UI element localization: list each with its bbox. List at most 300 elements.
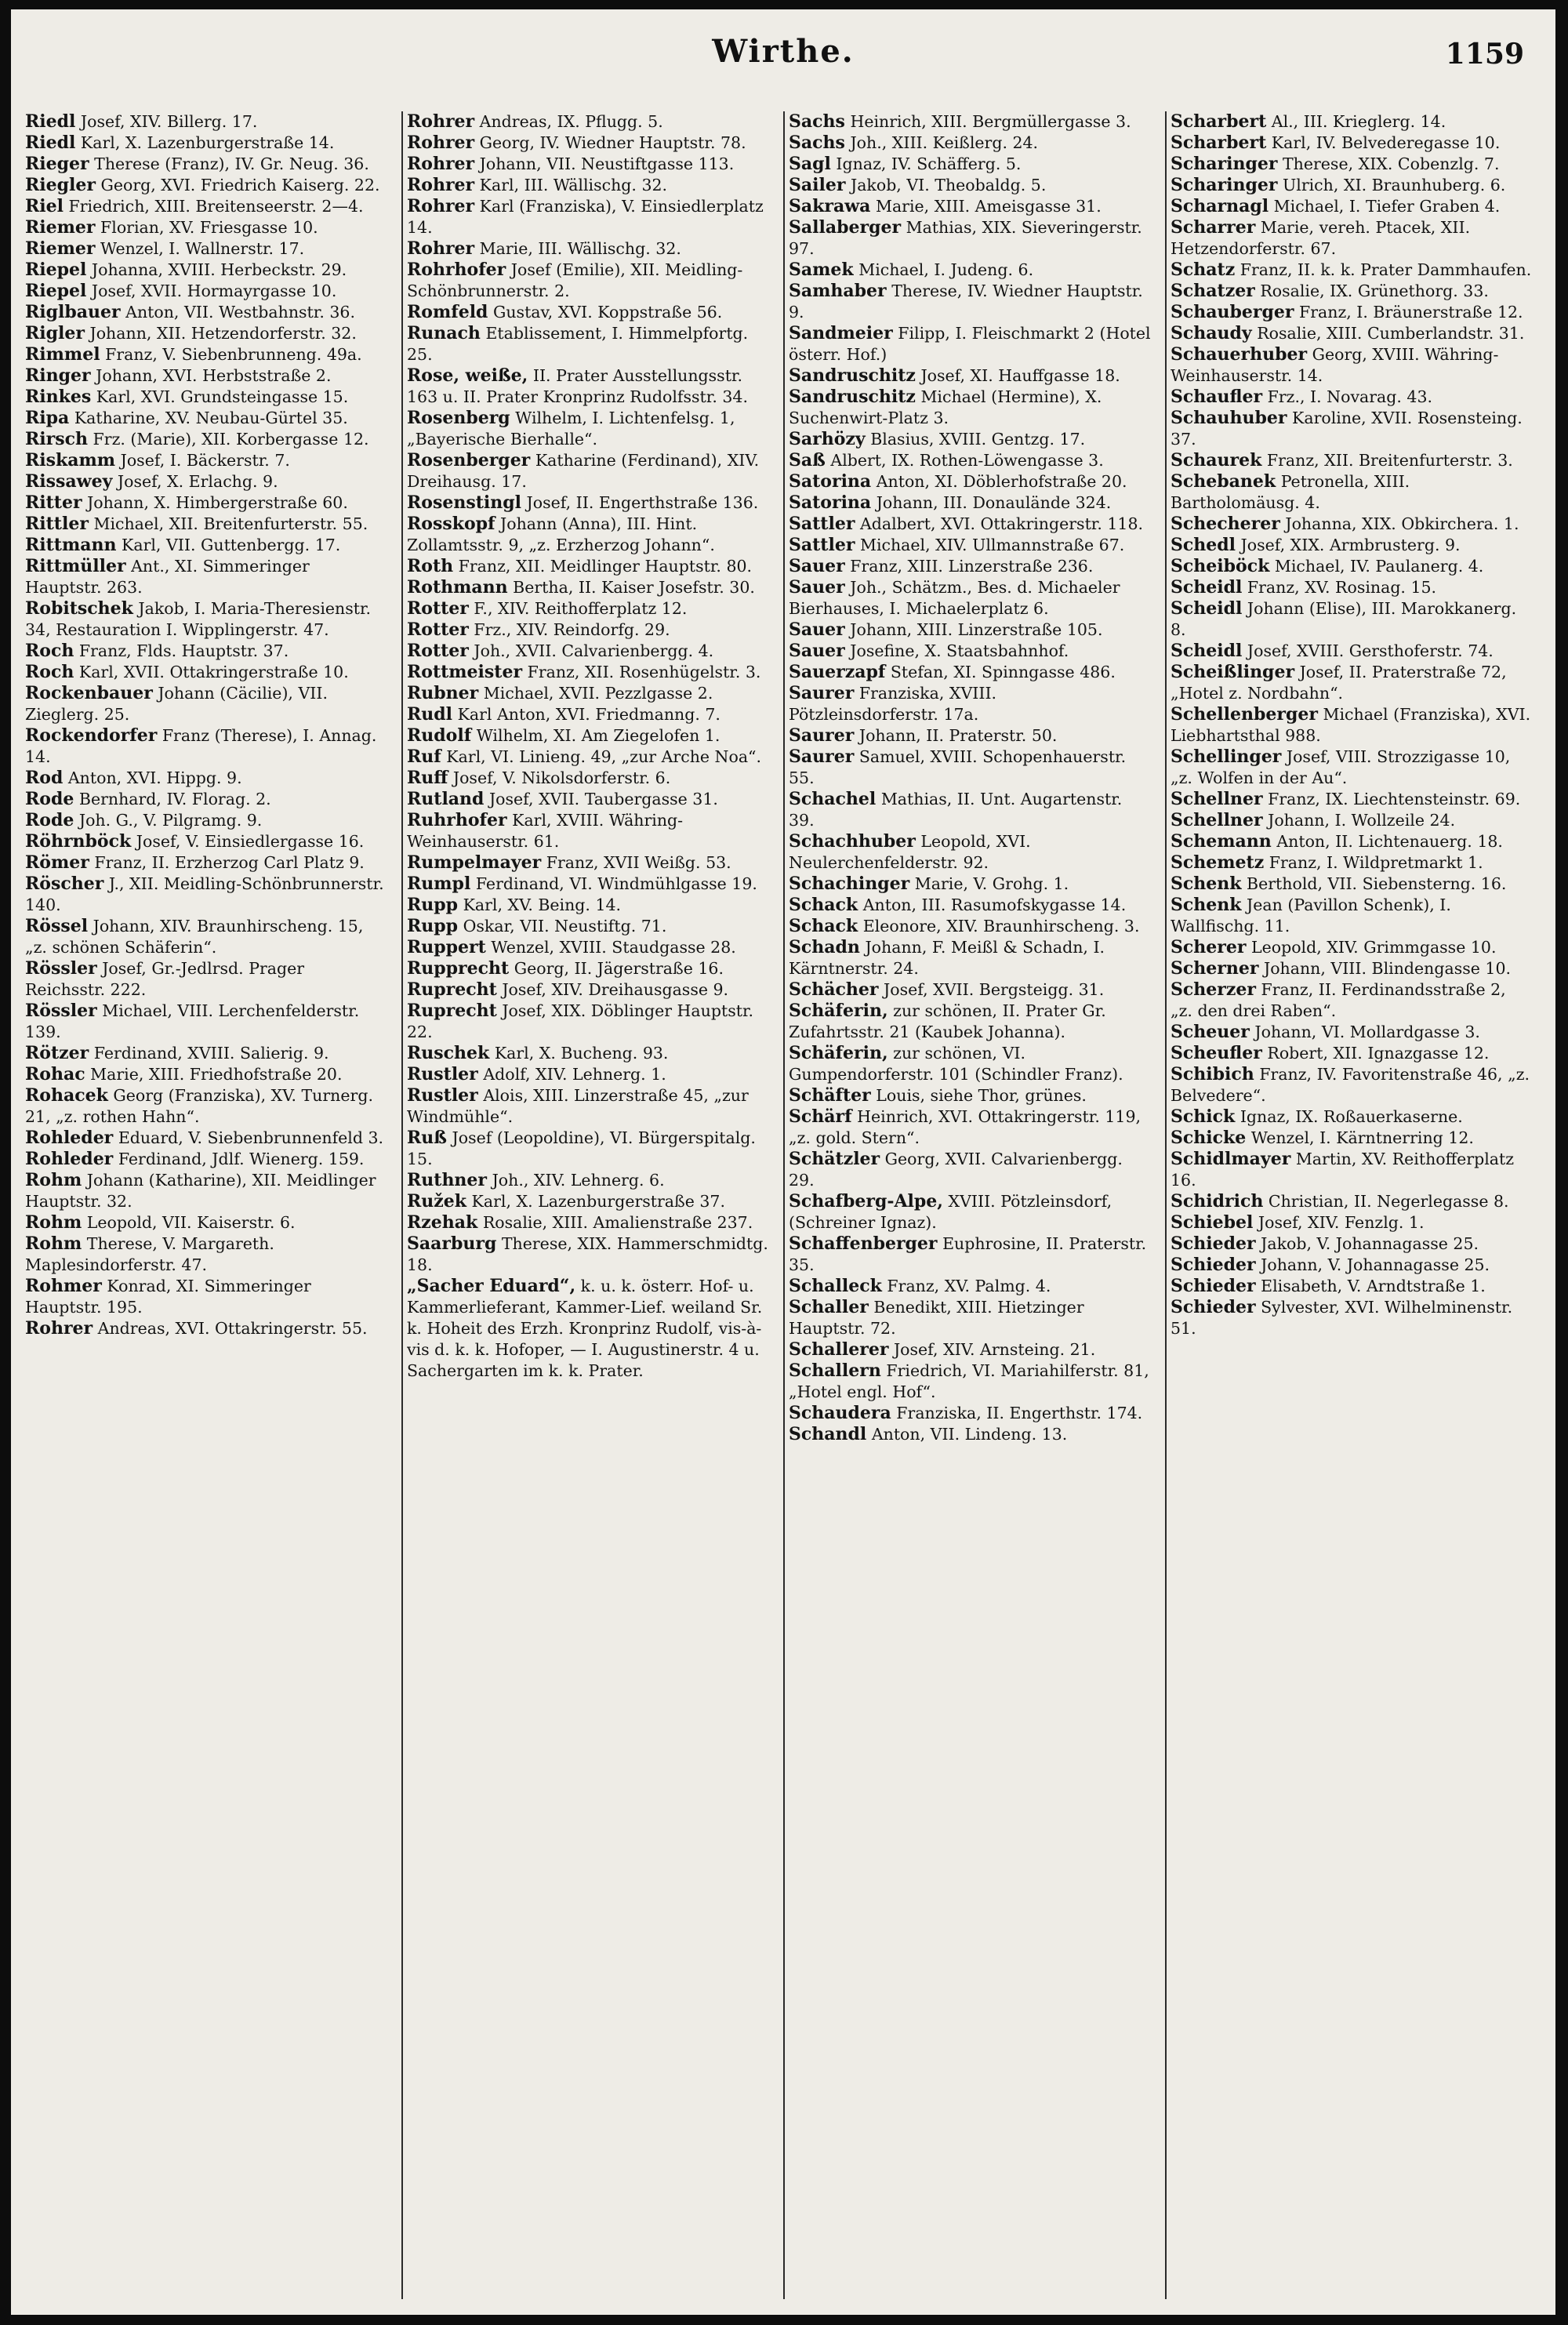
- directory-entry: [407, 196, 769, 238]
- entry-details: Konrad, XI. Simmeringer Hauptstr. 195.: [25, 1277, 311, 1317]
- directory-entry: [789, 1001, 1151, 1043]
- directory-entry: [25, 1043, 387, 1064]
- entry-name: Rudl: [407, 704, 453, 725]
- directory-entry: [789, 789, 1151, 831]
- entry-name: Robitschek: [25, 598, 133, 619]
- entry-name: Rohm: [25, 1170, 82, 1190]
- entry-details: Oskar, VII. Neustiftg. 71.: [463, 917, 667, 935]
- directory-entry: [25, 154, 387, 175]
- directory-entry: [407, 1212, 769, 1233]
- directory-entry: [789, 662, 1151, 683]
- directory-entry: [789, 175, 1151, 196]
- entry-name: Rohrhofer: [407, 260, 506, 280]
- entry-details: Michael, XIV. Ullmannstraße 67.: [859, 536, 1125, 554]
- entry-details: zur schönen, II. Prater Gr. Zufahrtsstr. 21 (Kaubek Johanna).: [789, 1001, 1106, 1041]
- entry-details: Friedrich, XIII. Breitenseerstr. 2—4.: [68, 197, 364, 216]
- entry-name: Saurer: [789, 683, 855, 703]
- entry-details: Karl (Franziska), V. Einsiedlerplatz 14.: [407, 197, 764, 237]
- directory-entry: [407, 958, 769, 979]
- entry-name: Scharbert: [1171, 111, 1267, 132]
- entry-details: Johann, F. Meißl & Schadn, I. Kärntnerstr. 24.: [789, 938, 1105, 978]
- entry-details: Johanna, XIX. Obkirchera. 1.: [1285, 514, 1519, 533]
- entry-name: Schäfter: [789, 1085, 871, 1106]
- entry-name: Scheidl: [1171, 598, 1243, 619]
- directory-entry: [1171, 514, 1533, 535]
- directory-entry: [1171, 852, 1533, 874]
- directory-entry: [407, 725, 769, 747]
- directory-entry: [789, 1424, 1151, 1445]
- directory-entry: [789, 979, 1151, 1001]
- directory-entry: [25, 1233, 387, 1276]
- entry-details: Josef, XVII. Hormayrgasse 10.: [91, 282, 337, 300]
- entry-details: Wilhelm, XI. Am Ziegelofen 1.: [476, 726, 720, 745]
- entry-details: Frz., XIV. Reindorfg. 29.: [474, 620, 670, 639]
- entry-details: Rosalie, XIII. Amalienstraße 237.: [482, 1213, 753, 1232]
- entry-details: Rosalie, XIII. Cumberlandstr. 31.: [1257, 324, 1525, 343]
- directory-entry: [25, 133, 387, 154]
- directory-entry: [25, 217, 387, 238]
- entry-name: Sallaberger: [789, 217, 902, 238]
- entry-details: Karl, III. Wällischg. 32.: [479, 176, 668, 194]
- entry-details: Josef, XVII. Taubergasse 31.: [488, 790, 718, 808]
- entry-name: Rose, weiße,: [407, 365, 528, 386]
- directory-entry: [1171, 598, 1533, 641]
- entry-name: Schellner: [1171, 789, 1263, 809]
- directory-entry: [1171, 874, 1533, 895]
- directory-entry: [789, 747, 1151, 789]
- directory-entry: [1171, 281, 1533, 302]
- directory-entry: [25, 260, 387, 281]
- entry-name: Scherer: [1171, 937, 1247, 957]
- entry-details: Frz. (Marie), XII. Korbergasse 12.: [93, 430, 369, 449]
- directory-entry: [789, 937, 1151, 979]
- page-header: [11, 33, 1555, 80]
- entry-details: Mathias, II. Unt. Augartenstr. 39.: [789, 790, 1123, 830]
- entry-details: Jakob, V. Johannagasse 25.: [1261, 1234, 1479, 1253]
- entry-name: Schächer: [789, 979, 879, 1000]
- directory-entry: [1171, 408, 1533, 450]
- entry-name: Scherzer: [1171, 979, 1256, 1000]
- directory-entry: [789, 365, 1151, 387]
- directory-entry: [25, 789, 387, 810]
- entry-name: Schäferin,: [789, 1043, 888, 1063]
- entry-details: Karl, IV. Belvederegasse 10.: [1271, 133, 1501, 152]
- column-3: [789, 111, 1157, 2307]
- entry-name: Scheiböck: [1171, 556, 1270, 576]
- entry-name: Saurer: [789, 725, 855, 746]
- entry-details: Robert, XII. Ignazgasse 12.: [1267, 1044, 1490, 1063]
- entry-details: Berthold, VII. Siebensterng. 16.: [1247, 874, 1507, 893]
- directory-entry: [25, 196, 387, 217]
- entry-name: Schafberg-Alpe,: [789, 1191, 943, 1212]
- entry-details: Georg (Franziska), XV. Turnerg. 21, „z. rothen Hahn“.: [25, 1086, 373, 1126]
- entry-name: Scharrer: [1171, 217, 1256, 238]
- entry-details: Adalbert, XVI. Ottakringerstr. 118.: [859, 514, 1144, 533]
- entry-details: Andreas, XVI. Ottakringerstr. 55.: [97, 1319, 368, 1338]
- entry-name: Rosenberger: [407, 450, 531, 470]
- entry-details: Therese, XIX. Hammerschmidtg. 18.: [407, 1234, 768, 1274]
- directory-entry: [789, 133, 1151, 154]
- entry-name: Schieder: [1171, 1255, 1256, 1275]
- entry-details: Marie, XIII. Ameisgasse 31.: [875, 197, 1102, 216]
- directory-entry: [25, 450, 387, 471]
- entry-name: Runach: [407, 323, 481, 343]
- directory-entry: [789, 1085, 1151, 1106]
- directory-entry: [789, 387, 1151, 429]
- entry-details: Josef, XI. Hauffgasse 18.: [920, 366, 1120, 385]
- entry-name: Schallerer: [789, 1339, 889, 1360]
- directory-columns: [25, 111, 1538, 2307]
- directory-entry: [407, 1085, 769, 1128]
- entry-details: Ferdinand, VI. Windmühlgasse 19.: [475, 874, 757, 893]
- directory-entry: [25, 323, 387, 344]
- entry-name: Sauer: [789, 619, 845, 640]
- entry-name: Rudolf: [407, 725, 472, 746]
- directory-entry: [789, 641, 1151, 662]
- entry-name: Ruppert: [407, 937, 486, 957]
- directory-entry: [1171, 1128, 1533, 1149]
- directory-entry: [789, 429, 1151, 450]
- entry-name: Schicke: [1171, 1128, 1247, 1148]
- entry-details: Jakob, VI. Theobaldg. 5.: [850, 176, 1047, 194]
- entry-name: Rohrer: [407, 133, 475, 153]
- entry-name: Schallern: [789, 1360, 881, 1381]
- entry-details: Franz, XII. Breitenfurterstr. 3.: [1266, 451, 1513, 470]
- entry-details: Stefan, XI. Spinngasse 486.: [890, 663, 1116, 681]
- entry-name: Sauer: [789, 641, 845, 661]
- directory-entry: [407, 556, 769, 577]
- directory-entry: [789, 492, 1151, 514]
- directory-entry: [789, 1149, 1151, 1191]
- entry-name: Scheuer: [1171, 1022, 1250, 1042]
- entry-name: Ruthner: [407, 1170, 488, 1190]
- entry-name: Riemer: [25, 238, 96, 259]
- entry-name: „Sacher Eduard“,: [407, 1276, 576, 1296]
- directory-entry: [789, 217, 1151, 260]
- entry-details: Etablissement, I. Himmelpfortg. 25.: [407, 324, 749, 364]
- entry-details: zur schönen, VI. Gumpendorferstr. 101 (Schindler Franz).: [789, 1044, 1123, 1084]
- entry-name: Schauberger: [1171, 302, 1294, 322]
- entry-details: Rosalie, IX. Grünethorg. 33.: [1260, 282, 1489, 300]
- entry-details: Elisabeth, V. Arndtstraße 1.: [1261, 1277, 1486, 1295]
- entry-name: Rissawey: [25, 471, 113, 492]
- entry-details: Georg, XVII. Calvarienbergg. 29.: [789, 1150, 1123, 1190]
- directory-entry: [1171, 387, 1533, 408]
- entry-details: Al., III. Krieglerg. 14.: [1271, 112, 1446, 131]
- directory-entry: [407, 1191, 769, 1212]
- entry-name: Römer: [25, 852, 89, 873]
- entry-details: Leopold, VII. Kaiserstr. 6.: [86, 1213, 296, 1232]
- entry-details: Albert, IX. Rothen-Löwengasse 3.: [830, 451, 1104, 470]
- entry-name: Rittmann: [25, 535, 117, 555]
- entry-name: Röscher: [25, 874, 104, 894]
- entry-name: Schellner: [1171, 810, 1263, 830]
- entry-name: Schäferin,: [789, 1001, 888, 1021]
- entry-name: Schadn: [789, 937, 860, 957]
- directory-entry: [407, 133, 769, 154]
- entry-details: Ulrich, XI. Braunhuberg. 6.: [1282, 176, 1506, 194]
- entry-details: Franz, XVII Weißg. 53.: [546, 853, 731, 872]
- directory-entry: [789, 1191, 1151, 1233]
- entry-name: Romfeld: [407, 302, 488, 322]
- entry-name: Schachhuber: [789, 831, 916, 852]
- entry-details: Anton, XVI. Hippg. 9.: [67, 768, 242, 787]
- entry-details: Franz, V. Siebenbrunneng. 49a.: [105, 345, 362, 364]
- entry-details: Marie, XIII. Friedhofstraße 20.: [90, 1065, 343, 1084]
- directory-entry: [1171, 958, 1533, 979]
- entry-details: Louis, siehe Thor, grünes.: [876, 1086, 1087, 1105]
- entry-name: Sachs: [789, 111, 845, 132]
- entry-details: Josef, VIII. Strozzigasse 10, „z. Wolfen in der Au“.: [1171, 747, 1511, 787]
- entry-details: Josef, XVII. Bergsteigg. 31.: [884, 980, 1105, 999]
- entry-name: Rotter: [407, 598, 469, 619]
- directory-entry: [789, 260, 1151, 281]
- entry-details: Johann, V. Johannagasse 25.: [1261, 1255, 1490, 1274]
- directory-entry: [1171, 641, 1533, 662]
- entry-name: Rössler: [25, 1001, 97, 1021]
- entry-name: Rinkes: [25, 387, 92, 407]
- entry-name: Schauhuber: [1171, 408, 1287, 428]
- directory-entry: [1171, 471, 1533, 514]
- entry-name: Schatzer: [1171, 281, 1255, 301]
- directory-entry: [1171, 344, 1533, 387]
- entry-details: Heinrich, XIII. Bergmüllergasse 3.: [850, 112, 1131, 131]
- entry-name: Roch: [25, 662, 74, 682]
- directory-entry: [1171, 1233, 1533, 1255]
- entry-details: Franziska, XVIII. Pötzleinsdorferstr. 17a.: [789, 684, 997, 724]
- entry-name: Rupp: [407, 895, 459, 915]
- directory-entry: [25, 810, 387, 831]
- directory-entry: [25, 1149, 387, 1170]
- entry-details: Franz, XII. Meidlinger Hauptstr. 80.: [458, 557, 753, 576]
- entry-details: Johann, VIII. Blindengasse 10.: [1263, 959, 1512, 978]
- entry-name: Schieder: [1171, 1233, 1256, 1254]
- entry-details: Florian, XV. Friesgasse 10.: [100, 218, 318, 237]
- entry-details: Joh. G., V. Pilgramg. 9.: [78, 811, 263, 830]
- column-2: [407, 111, 775, 2307]
- directory-entry: [25, 556, 387, 598]
- directory-entry: [1171, 556, 1533, 577]
- entry-name: Schiebel: [1171, 1212, 1254, 1233]
- entry-name: Riel: [25, 196, 64, 216]
- entry-details: Gustav, XVI. Koppstraße 56.: [492, 303, 723, 322]
- entry-details: Joh., XIII. Keißlerg. 24.: [850, 133, 1039, 152]
- directory-entry: [789, 514, 1151, 535]
- entry-details: Bertha, II. Kaiser Josefstr. 30.: [513, 578, 755, 597]
- entry-name: Schenk: [1171, 895, 1242, 915]
- entry-name: Schaller: [789, 1297, 869, 1317]
- directory-entry: [789, 874, 1151, 895]
- entry-details: Johann, III. Donaulände 324.: [876, 493, 1112, 512]
- directory-entry: [407, 662, 769, 683]
- entry-details: Karoline, XVII. Rosensteing. 37.: [1171, 409, 1523, 449]
- entry-name: Schidrich: [1171, 1191, 1264, 1212]
- directory-entry: [1171, 133, 1533, 154]
- entry-details: Johanna, XVIII. Herbeckstr. 29.: [91, 260, 347, 279]
- directory-entry: [25, 725, 387, 768]
- entry-details: Josef (Leopoldine), VI. Bürgerspitalg. 15.: [407, 1128, 756, 1168]
- directory-entry: [407, 937, 769, 958]
- entry-details: Ferdinand, Jdlf. Wienerg. 159.: [118, 1150, 365, 1168]
- directory-entry: [407, 916, 769, 937]
- entry-name: Riegler: [25, 175, 96, 195]
- entry-name: Rustler: [407, 1085, 478, 1106]
- directory-entry: [789, 1276, 1151, 1297]
- entry-details: Josef, Gr.-Jedlrsd. Prager Reichsstr. 222.: [25, 959, 305, 999]
- entry-name: Rzehak: [407, 1212, 478, 1233]
- directory-entry: [25, 768, 387, 789]
- entry-name: Sauerzapf: [789, 662, 886, 682]
- entry-details: Leopold, XIV. Grimmgasse 10.: [1251, 938, 1497, 957]
- entry-name: Sandruschitz: [789, 387, 916, 407]
- entry-details: Anton, VII. Westbahnstr. 36.: [125, 303, 355, 322]
- entry-name: Rumpl: [407, 874, 471, 894]
- directory-entry: [1171, 535, 1533, 556]
- entry-details: Jean (Pavillon Schenk), I. Wallfischg. 11.: [1171, 895, 1451, 935]
- entry-name: Schedl: [1171, 535, 1236, 555]
- directory-entry: [407, 683, 769, 704]
- directory-entry: [789, 154, 1151, 175]
- entry-details: Franz, XIII. Linzerstraße 236.: [850, 557, 1094, 576]
- entry-details: Franz, IV. Favoritenstraße 46, „z. Belvedere“.: [1171, 1065, 1530, 1105]
- entry-name: Schieder: [1171, 1276, 1256, 1296]
- entry-name: Schaudera: [789, 1403, 891, 1423]
- directory-entry: [789, 1360, 1151, 1403]
- entry-details: Franz, IX. Liechtensteinstr. 69.: [1268, 790, 1521, 808]
- entry-name: Schack: [789, 895, 858, 915]
- directory-entry: [789, 281, 1151, 323]
- directory-entry: [1171, 1022, 1533, 1043]
- directory-entry: [25, 387, 387, 408]
- entry-name: Schaudy: [1171, 323, 1252, 343]
- entry-name: Schidlmayer: [1171, 1149, 1291, 1169]
- directory-entry: [407, 704, 769, 725]
- directory-entry: [25, 916, 387, 958]
- directory-entry: [25, 514, 387, 535]
- directory-entry: [1171, 196, 1533, 217]
- entry-details: Katharine, XV. Neubau-Gürtel 35.: [74, 409, 348, 427]
- entry-details: Ignaz, IV. Schäfferg. 5.: [836, 154, 1022, 173]
- entry-name: Scharinger: [1171, 154, 1278, 174]
- entry-name: Scheufler: [1171, 1043, 1262, 1063]
- entry-name: Schieder: [1171, 1297, 1256, 1317]
- entry-name: Sakrawa: [789, 196, 871, 216]
- directory-entry: [1171, 1064, 1533, 1106]
- entry-name: Scheißlinger: [1171, 662, 1295, 682]
- directory-entry: [407, 852, 769, 874]
- entry-name: Schenk: [1171, 874, 1242, 894]
- entry-details: Johann, XIII. Linzerstraße 105.: [850, 620, 1103, 639]
- entry-details: Johann, VI. Mollardgasse 3.: [1254, 1023, 1480, 1041]
- directory-entry: [407, 514, 769, 556]
- entry-name: Rosenberg: [407, 408, 510, 428]
- directory-entry: [789, 683, 1151, 725]
- entry-name: Riemer: [25, 217, 96, 238]
- entry-details: Joh., XVII. Calvarienbergg. 4.: [474, 641, 714, 660]
- directory-entry: [25, 1170, 387, 1212]
- entry-details: Johann (Katharine), XII. Meidlinger Hauptstr. 32.: [25, 1171, 376, 1211]
- entry-name: Ruß: [407, 1128, 447, 1148]
- directory-entry: [25, 1128, 387, 1149]
- directory-entry: [407, 323, 769, 365]
- entry-details: Franz, II. Ferdinandsstraße 2, „z. den drei Raben“.: [1171, 980, 1506, 1020]
- entry-name: Schauerhuber: [1171, 344, 1308, 365]
- directory-entry: [407, 1170, 769, 1191]
- entry-details: Michael (Hermine), X. Suchenwirt-Platz 3.: [789, 387, 1102, 427]
- entry-name: Rockendorfer: [25, 725, 158, 746]
- directory-entry: [25, 1001, 387, 1043]
- directory-entry: [1171, 1255, 1533, 1276]
- entry-details: Franz, XV. Palmg. 4.: [887, 1277, 1051, 1295]
- entry-name: Rohac: [25, 1064, 85, 1084]
- entry-details: Eleonore, XIV. Braunhirscheng. 3.: [862, 917, 1140, 935]
- entry-details: Johann (Cäcilie), VII. Zieglerg. 25.: [25, 684, 328, 724]
- entry-details: Heinrich, XVI. Ottakringerstr. 119, „z. gold. Stern“.: [789, 1107, 1142, 1147]
- directory-entry: [25, 831, 387, 852]
- directory-entry: [1171, 1276, 1533, 1297]
- entry-name: Ritter: [25, 492, 82, 513]
- entry-name: Rohrer: [407, 196, 475, 216]
- entry-details: Michael, VIII. Lerchenfelderstr. 139.: [25, 1001, 360, 1041]
- entry-name: Ružek: [407, 1191, 467, 1212]
- entry-details: Josef, XIX. Döblinger Hauptstr. 22.: [407, 1001, 754, 1041]
- entry-name: Schandl: [789, 1424, 867, 1444]
- entry-name: Ruschek: [407, 1043, 490, 1063]
- directory-entry: [407, 577, 769, 598]
- entry-details: Josef, V. Einsiedlergasse 16.: [136, 832, 365, 851]
- entry-name: Schaffenberger: [789, 1233, 938, 1254]
- entry-name: Rötzer: [25, 1043, 89, 1063]
- directory-entry: [25, 175, 387, 196]
- entry-details: Georg, XVI. Friedrich Kaiserg. 22.: [100, 176, 380, 194]
- entry-details: Anton, VII. Lindeng. 13.: [871, 1425, 1068, 1444]
- directory-entry: [1171, 111, 1533, 133]
- entry-name: Scharnagl: [1171, 196, 1269, 216]
- entry-name: Rimmel: [25, 344, 100, 365]
- directory-entry: [407, 1233, 769, 1276]
- entry-name: Rigler: [25, 323, 85, 343]
- entry-name: Satorina: [789, 492, 872, 513]
- directory-entry: [1171, 1212, 1533, 1233]
- entry-name: Rohleder: [25, 1149, 114, 1169]
- directory-entry: [25, 471, 387, 492]
- entry-details: Joh., Schätzm., Bes. d. Michaeler Bierhauses, I. Michaelerplatz 6.: [789, 578, 1120, 618]
- entry-name: Sagl: [789, 154, 831, 174]
- entry-details: Filipp, I. Fleischmarkt 2 (Hotel österr. Hof.): [789, 324, 1151, 364]
- entry-name: Rirsch: [25, 429, 89, 449]
- entry-name: Schack: [789, 916, 858, 936]
- directory-entry: [1171, 979, 1533, 1022]
- entry-details: Marie, vereh. Ptacek, XII. Hetzendorferstr. 67.: [1171, 218, 1471, 258]
- entry-details: Ferdinand, XVIII. Salierig. 9.: [93, 1044, 329, 1063]
- entry-name: Rohrer: [407, 238, 475, 259]
- entry-details: Franz, XII. Rosenhügelstr. 3.: [527, 663, 761, 681]
- entry-name: Ruhrhofer: [407, 810, 507, 830]
- directory-entry: [407, 1276, 769, 1382]
- entry-name: Rotter: [407, 619, 469, 640]
- entry-name: Riepel: [25, 260, 87, 280]
- directory-entry: [1171, 789, 1533, 810]
- entry-details: II. Prater Ausstellungsstr. 163 u. II. Prater Kronprinz Rudolfsstr. 34.: [407, 366, 748, 406]
- entry-name: Schick: [1171, 1106, 1236, 1127]
- directory-entry: [789, 535, 1151, 556]
- column-divider: [401, 111, 403, 2299]
- entry-name: Riepel: [25, 281, 87, 301]
- entry-details: Blasius, XVIII. Gentzg. 17.: [870, 430, 1086, 449]
- entry-name: Rubner: [407, 683, 479, 703]
- directory-entry: [789, 196, 1151, 217]
- directory-entry: [25, 641, 387, 662]
